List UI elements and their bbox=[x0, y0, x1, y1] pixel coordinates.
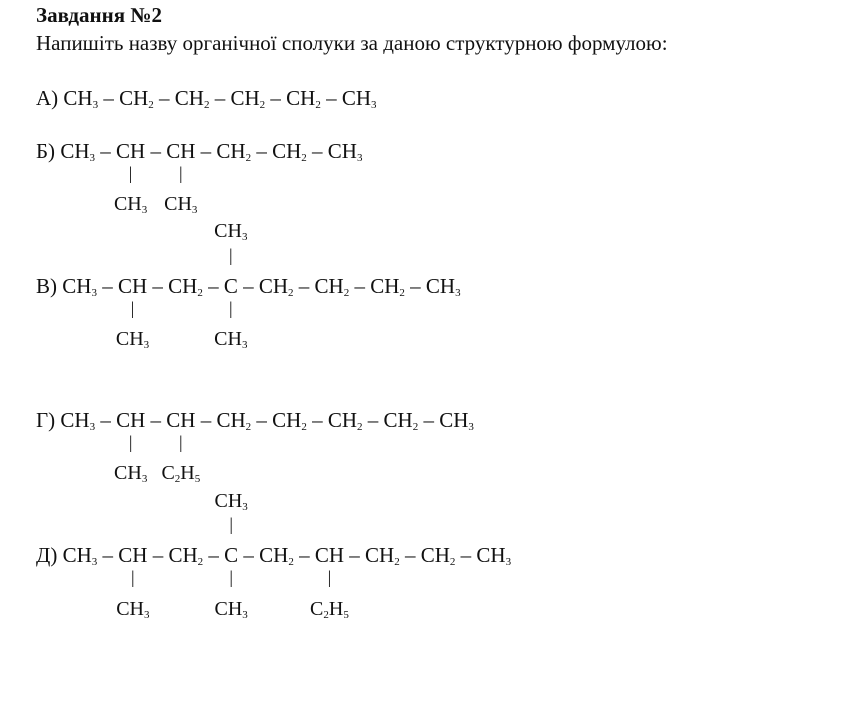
substituent-group: $CH_3$ bbox=[214, 220, 248, 243]
chain-atom: $CH_3$ bbox=[63, 86, 99, 111]
formula-label: А) bbox=[36, 86, 64, 110]
chain-atom: $CH_3$ bbox=[62, 543, 98, 568]
substituent-group: $CH_3$ bbox=[214, 328, 248, 351]
chain-bond: – bbox=[293, 274, 315, 298]
chain-atom: C bbox=[224, 543, 239, 567]
chain-atom: CH bbox=[117, 274, 148, 298]
chain-bond: – bbox=[95, 139, 116, 163]
substituent-group: $C_2H_5$ bbox=[310, 598, 349, 621]
chain-bond: – bbox=[455, 543, 477, 567]
chain-bond: – bbox=[145, 408, 167, 432]
substituent-group: $CH_3$ bbox=[164, 193, 198, 216]
chain-atom: $CH_2$ bbox=[258, 274, 294, 299]
chain-atom: $CH_3$ bbox=[60, 139, 95, 164]
chain-bond: – bbox=[404, 274, 426, 298]
chain-bond: – bbox=[98, 86, 120, 110]
substituent-group: $CH_3$ bbox=[114, 462, 148, 485]
chain-atom: $CH_2$ bbox=[420, 543, 456, 568]
task-instructions: Напишіть назву органічної сполуки за даною структурною формулою: bbox=[36, 31, 668, 55]
vertical-bond: | bbox=[327, 567, 332, 587]
vertical-bond: | bbox=[130, 298, 135, 318]
formula-chain bbox=[36, 86, 377, 111]
substituent-group: $CH_3$ bbox=[116, 598, 150, 621]
chain-atom: CH bbox=[166, 408, 196, 432]
chain-atom: $CH_2$ bbox=[174, 86, 210, 111]
formula-label: Д) bbox=[36, 543, 63, 567]
chain-bond: – bbox=[418, 408, 440, 432]
substituent-group: $C_2H_5$ bbox=[161, 462, 201, 485]
chain-atom: $CH_2$ bbox=[119, 86, 154, 111]
chain-bond: – bbox=[251, 139, 273, 163]
chain-bond: – bbox=[306, 139, 328, 163]
vertical-bond: | bbox=[229, 567, 233, 587]
chain-bond: – bbox=[306, 408, 328, 432]
substituent-group: $CH_3$ bbox=[115, 328, 150, 351]
chain-atom: $CH_2$ bbox=[383, 408, 419, 433]
chain-bond: – bbox=[203, 543, 225, 567]
chain-bond: – bbox=[320, 86, 342, 110]
chain-atom: CH bbox=[116, 139, 146, 163]
formula-chain bbox=[36, 543, 511, 568]
chain-atom: $CH_2$ bbox=[168, 274, 203, 299]
substituent-group: $CH_3$ bbox=[113, 193, 148, 216]
chain-atom: $CH_3$ bbox=[327, 139, 363, 164]
chain-bond: – bbox=[344, 543, 366, 567]
vertical-bond: | bbox=[179, 432, 183, 452]
formula-chain bbox=[36, 408, 474, 433]
chain-atom: $CH_2$ bbox=[272, 408, 307, 433]
formula-label: В) bbox=[36, 274, 63, 298]
chain-bond: – bbox=[153, 86, 175, 110]
chain-bond: – bbox=[97, 543, 119, 567]
substituent-group: $CH_3$ bbox=[214, 490, 248, 513]
vertical-bond: | bbox=[178, 163, 183, 183]
chain-bond: – bbox=[362, 408, 384, 432]
vertical-bond: | bbox=[128, 163, 133, 183]
chain-atom: CH bbox=[166, 139, 196, 163]
chain-bond: – bbox=[95, 408, 117, 432]
chain-bond: – bbox=[195, 408, 217, 432]
chain-atom: $CH_3$ bbox=[62, 274, 97, 299]
chain-bond: – bbox=[293, 543, 315, 567]
chain-atom: $CH_2$ bbox=[327, 408, 363, 433]
chain-atom: $CH_3$ bbox=[341, 86, 377, 111]
vertical-bond: | bbox=[229, 298, 233, 318]
chain-atom: $CH_2$ bbox=[216, 408, 252, 433]
chain-bond: – bbox=[349, 274, 371, 298]
formula-chain bbox=[36, 274, 461, 299]
task-heading: Завдання №2 bbox=[36, 3, 162, 27]
chain-atom: $CH_3$ bbox=[60, 408, 96, 433]
chain-atom: CH bbox=[314, 543, 345, 567]
vertical-bond: | bbox=[229, 514, 233, 534]
chain-bond: – bbox=[147, 274, 169, 298]
chain-bond: – bbox=[265, 86, 287, 110]
chain-atom: $CH_3$ bbox=[439, 408, 474, 433]
vertical-bond: | bbox=[131, 567, 135, 587]
chain-atom: $CH_2$ bbox=[230, 86, 266, 111]
chain-atom: C bbox=[223, 274, 238, 298]
chain-bond: – bbox=[147, 543, 169, 567]
chain-atom: CH bbox=[116, 408, 146, 432]
chain-bond: – bbox=[237, 274, 259, 298]
chain-atom: $CH_2$ bbox=[286, 86, 321, 111]
substituent-group: $CH_3$ bbox=[214, 598, 248, 621]
chain-atom: $CH_3$ bbox=[476, 543, 512, 568]
formula-label: Г) bbox=[36, 408, 61, 432]
chain-bond: – bbox=[209, 86, 231, 110]
chain-bond: – bbox=[251, 408, 273, 432]
chain-bond: – bbox=[195, 139, 217, 163]
chain-bond: – bbox=[145, 139, 167, 163]
chain-atom: $CH_3$ bbox=[425, 274, 461, 299]
chain-bond: – bbox=[202, 274, 224, 298]
formula-chain bbox=[36, 139, 362, 164]
vertical-bond: | bbox=[128, 432, 133, 452]
chain-atom: $CH_2$ bbox=[168, 543, 204, 568]
chain-atom: $CH_2$ bbox=[216, 139, 252, 164]
chain-atom: CH bbox=[118, 543, 148, 567]
vertical-bond: | bbox=[229, 245, 233, 265]
chain-atom: $CH_2$ bbox=[370, 274, 405, 299]
chain-atom: $CH_2$ bbox=[365, 543, 400, 568]
chain-bond: – bbox=[238, 543, 260, 567]
chain-bond: – bbox=[96, 274, 118, 298]
chain-atom: $CH_2$ bbox=[272, 139, 307, 164]
formula-label: Б) bbox=[36, 139, 61, 163]
chain-atom: $CH_2$ bbox=[314, 274, 350, 299]
chain-atom: $CH_2$ bbox=[259, 543, 294, 568]
chain-bond: – bbox=[399, 543, 421, 567]
